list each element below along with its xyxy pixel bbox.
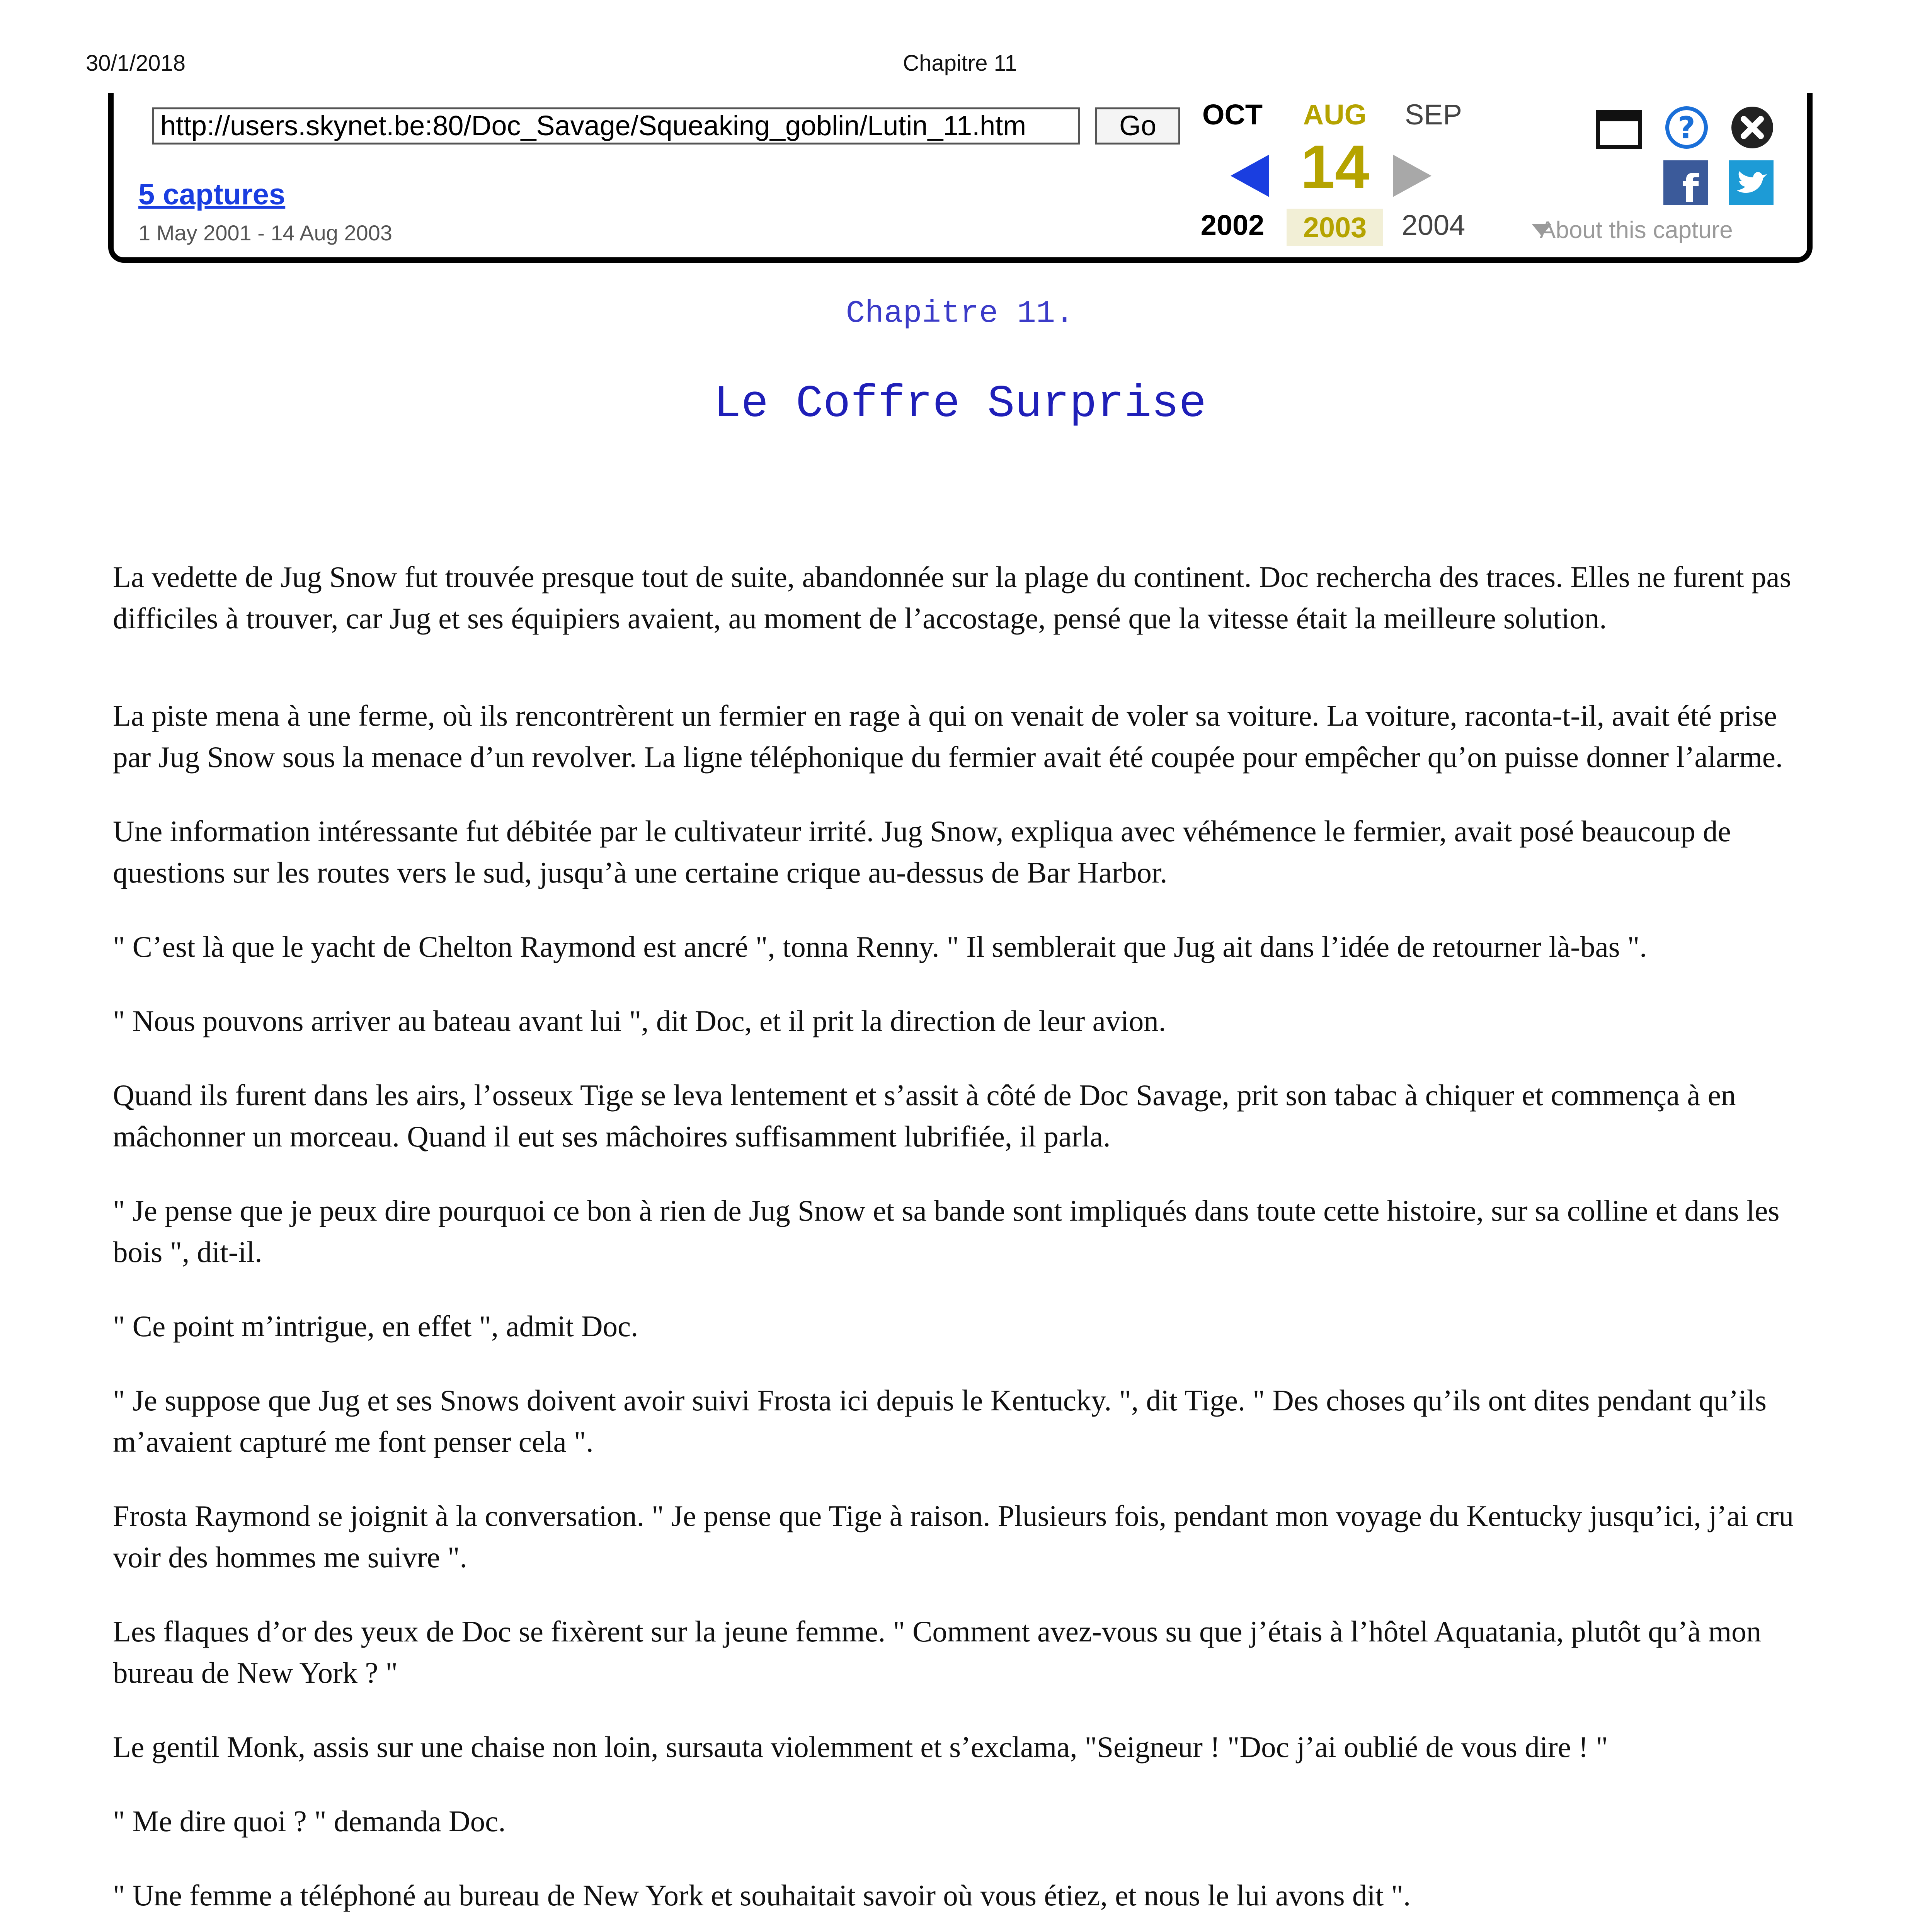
paragraph: " C’est là que le yacht de Chelton Raymond est ancré ", tonna Renny. " Il semblerait que Jug ait dans l’idée de retourner là-bas ". (113, 930, 1647, 963)
year-prev[interactable]: 2002 (1200, 209, 1265, 241)
about-capture-link[interactable]: About this capture (1540, 217, 1733, 243)
go-button[interactable]: Go (1095, 107, 1180, 145)
paragraph: La piste mena à une ferme, où ils rencontrèrent un fermier en rage à qui on venait de voler sa voiture. La voiture, raconta-t-il, avait été prise par Jug Snow sous la menace d’un revolver. La ligne téléphonique du fermier avait été coupée pour empêcher qu’on puisse donner l’alarme. (113, 699, 1783, 774)
paragraph: La vedette de Jug Snow fut trouvée presque tout de suite, abandonnée sur la plage du continent. Doc rechercha des traces. Elles ne furent pas difficiles à trouver, car Jug et ses équipiers avaient, au moment de l’accostage, pensé que la vitesse était la meilleure solution. (113, 560, 1791, 635)
chapter-body (113, 556, 1813, 1932)
capture-day: 14 (1300, 132, 1369, 201)
year-next[interactable]: 2004 (1401, 209, 1466, 241)
chapter-title: Le Coffre Surprise (713, 379, 1207, 430)
paragraph: " Je suppose que Jug et ses Snows doivent avoir suivi Frosta ici depuis le Kentucky. ", dit Tige. " Des choses qu’ils ont dites pendant qu’ils m’avaient capturé me font penser cela ". (113, 1384, 1767, 1458)
paragraph: " Nous pouvons arriver au bateau avant lui ", dit Doc, et il prit la direction de leur avion. (113, 1004, 1166, 1037)
prev-arrow-icon[interactable] (1227, 151, 1273, 201)
facebook-icon[interactable] (1663, 160, 1708, 205)
help-icon[interactable] (1663, 104, 1710, 151)
next-arrow-icon[interactable] (1389, 151, 1435, 201)
paragraph: Quand ils furent dans les airs, l’osseux Tige se leva lentement et s’assit à côté de Doc Savage, prit son tabac à chiquer et commença à en mâchonner un morceau. Quand il eut ses mâchoires suffisamment lubrifiée, il parla. (113, 1078, 1736, 1153)
paragraph: " Une femme a téléphoné au bureau de New York et souhaitait savoir où vous étiez, et nous le lui avons dit ". (113, 1879, 1411, 1912)
chapter-number: Chapitre 11. (846, 296, 1074, 332)
print-title: Chapitre 11 (903, 51, 1017, 76)
url-input[interactable]: http://users.skynet.be:80/Doc_Savage/Squeaking_goblin/Lutin_11.htm (152, 107, 1080, 145)
wayback-toolbar (108, 93, 1813, 263)
year-current: 2003 (1287, 209, 1383, 246)
month-current: AUG (1303, 99, 1367, 131)
print-date: 30/1/2018 (86, 51, 186, 76)
paragraph: " Ce point m’intrigue, en effet ", admit Doc. (113, 1310, 638, 1343)
svg-text:?: ? (1678, 111, 1695, 146)
paragraph: Les flaques d’or des yeux de Doc se fixèrent sur la jeune femme. " Comment avez-vous su que j’étais à l’hôtel Aquatania, plutôt qu’à mon bureau de New York ? " (113, 1615, 1762, 1689)
paragraph: " Me dire quoi ? " demanda Doc. (113, 1804, 506, 1838)
captures-link[interactable]: 5 captures (138, 178, 286, 211)
capture-range: 1 May 2001 - 14 Aug 2003 (138, 221, 392, 245)
close-icon[interactable] (1729, 104, 1775, 151)
svg-text:f: f (1682, 166, 1699, 205)
month-next[interactable]: SEP (1404, 99, 1462, 131)
month-prev[interactable]: OCT (1202, 99, 1263, 131)
twitter-icon[interactable] (1729, 160, 1774, 205)
paragraph: Une information intéressante fut débitée par le cultivateur irrité. Jug Snow, expliqua avec véhémence le fermier, avait posé beaucoup de questions sur les routes vers le sud, jusqu’à une certaine crique au-dessus de Bar Harbor. (113, 815, 1731, 889)
paragraph: Frosta Raymond se joignit à la conversation. " Je pense que Tige à raison. Plusieurs fois, pendant mon voyage du Kentucky jusqu’ici, j’ai cru voir des hommes me suivre ". (113, 1499, 1794, 1574)
paragraph: Le gentil Monk, assis sur une chaise non loin, sursauta violemment et s’exclama, "Seigneur ! "Doc j’ai oublié de vous dire ! " (113, 1730, 1608, 1764)
paragraph: " Je pense que je peux dire pourquoi ce bon à rien de Jug Snow et sa bande sont impliqués dans toute cette histoire, sur sa colline et dans les bois ", dit-il. (113, 1194, 1780, 1269)
window-icon[interactable] (1596, 108, 1642, 151)
